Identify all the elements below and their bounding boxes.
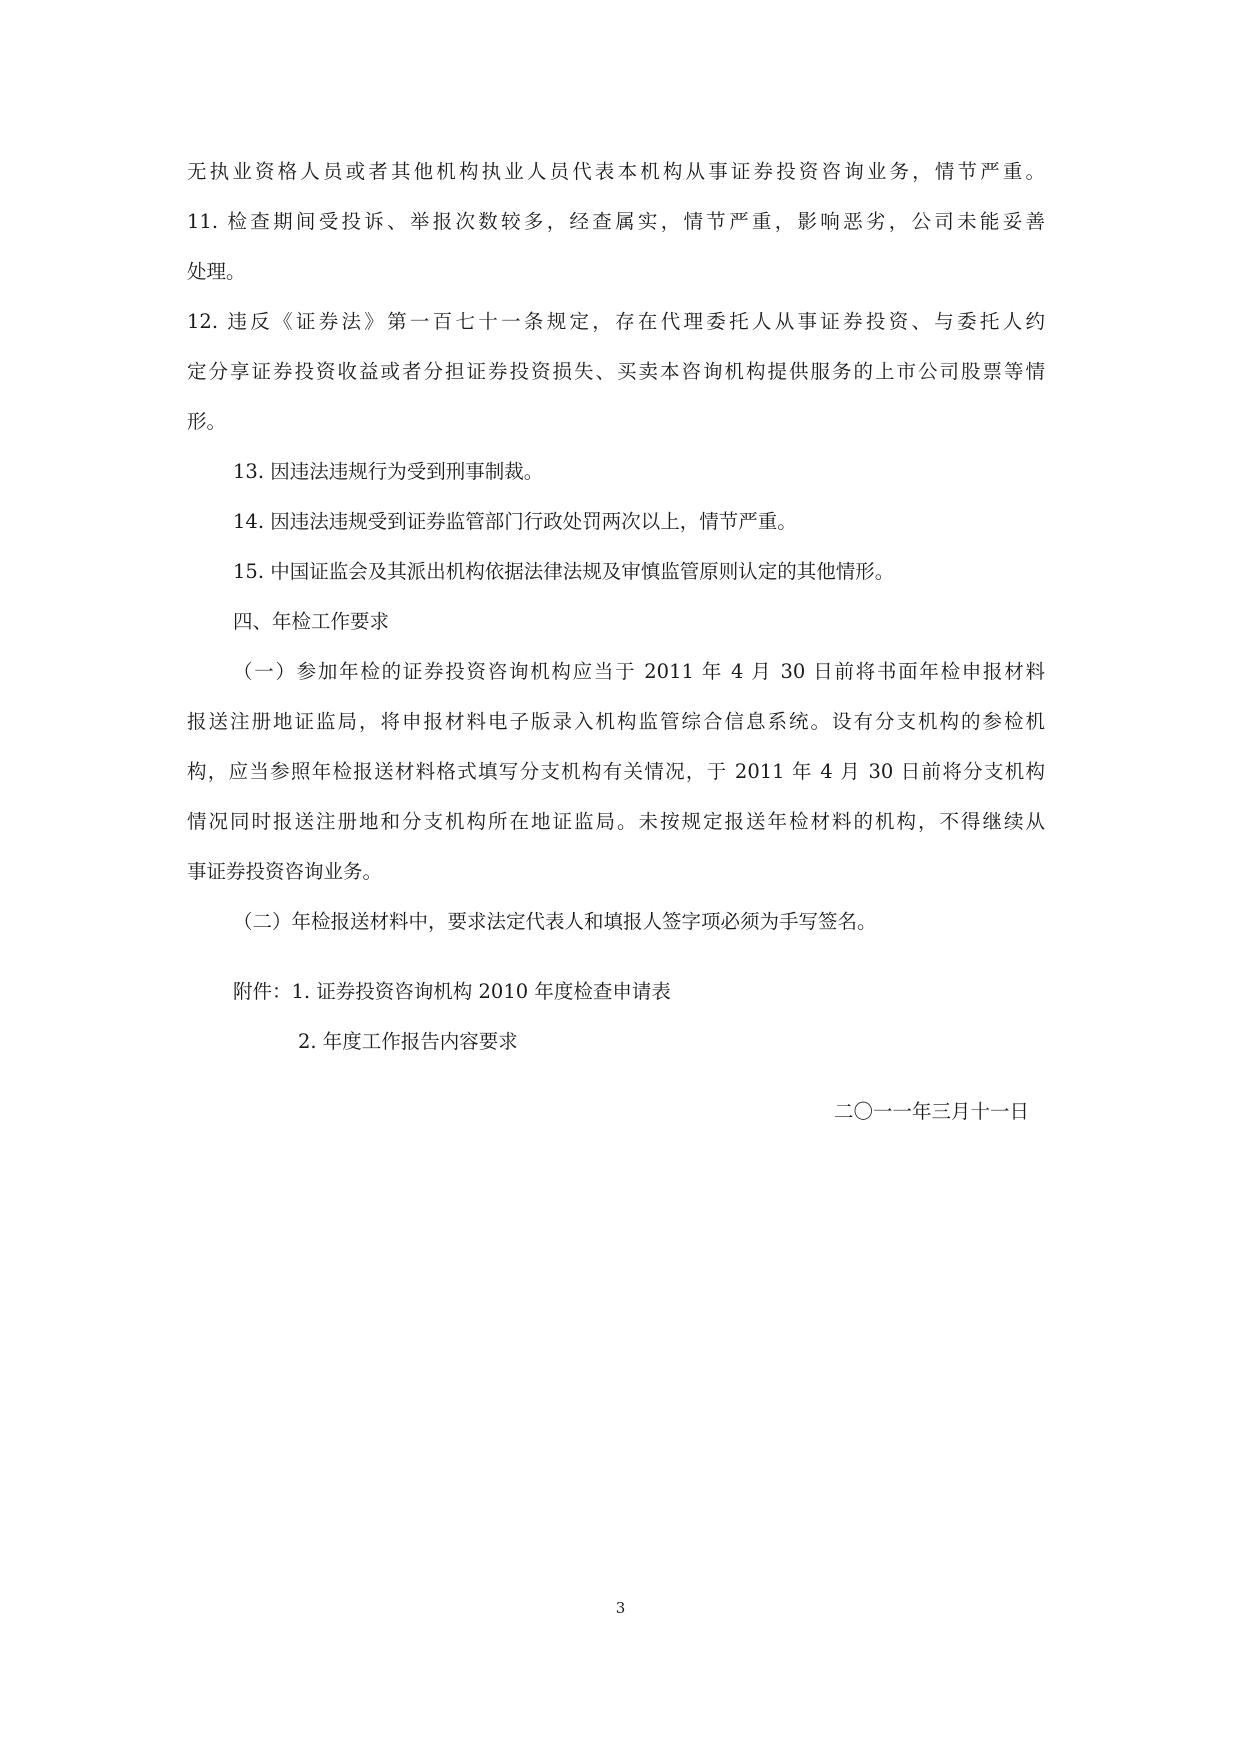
item-12-line-2: 定分享证券投资收益或者分担证券投资损失、买卖本咨询机构提供服务的上市公司股票等情 [187,360,1045,383]
requirement-1-line-2: 报送注册地证监局，将申报材料电子版录入机构监管综合信息系统。设有分支机构的参检机 [187,710,1045,733]
requirement-1-line-1: （一）参加年检的证券投资咨询机构应当于 2011 年 4 月 30 日前将书面年检申报材料 [233,660,1045,683]
requirement-1-line-5: 事证券投资咨询业务。 [187,860,383,883]
item-11-line-2: 处理。 [187,260,246,283]
document-date: 二〇一一年三月十一日 [834,1100,1030,1123]
item-12-line-3: 形。 [187,410,227,433]
requirement-2: （二）年检报送材料中，要求法定代表人和填报人签字项必须为手写签名。 [233,910,877,933]
requirement-1-line-4: 情况同时报送注册地和分支机构所在地证监局。未按规定报送年检材料的机构，不得继续从 [187,810,1045,833]
page-number: 3 [615,1599,626,1617]
attachment-2: 2. 年度工作报告内容要求 [298,1030,518,1053]
item-12-line-1: 12. 违反《证券法》第一百七十一条规定，存在代理委托人从事证券投资、与委托人约 [187,310,1045,333]
paragraph-10-continuation-line: 无执业资格人员或者其他机构执业人员代表本机构从事证券投资咨询业务，情节严重。 [187,160,1045,183]
item-13: 13. 因违法违规行为受到刑事制裁。 [233,460,544,483]
section-heading-annual-inspection-requirements: 四、年检工作要求 [233,610,390,633]
item-11-line-1: 11. 检查期间受投诉、举报次数较多，经查属实，情节严重，影响恶劣，公司未能妥善 [187,210,1045,233]
attachment-1: 附件：1. 证券投资咨询机构 2010 年度检查申请表 [233,980,671,1003]
requirement-1-line-3: 构，应当参照年检报送材料格式填写分支机构有关情况，于 2011 年 4 月 30 日前将分支机构 [187,760,1045,783]
item-15: 15. 中国证监会及其派出机构依据法律法规及审慎监管原则认定的其他情形。 [233,560,895,583]
item-14: 14. 因违法违规受到证券监管部门行政处罚两次以上，情节严重。 [233,510,797,533]
